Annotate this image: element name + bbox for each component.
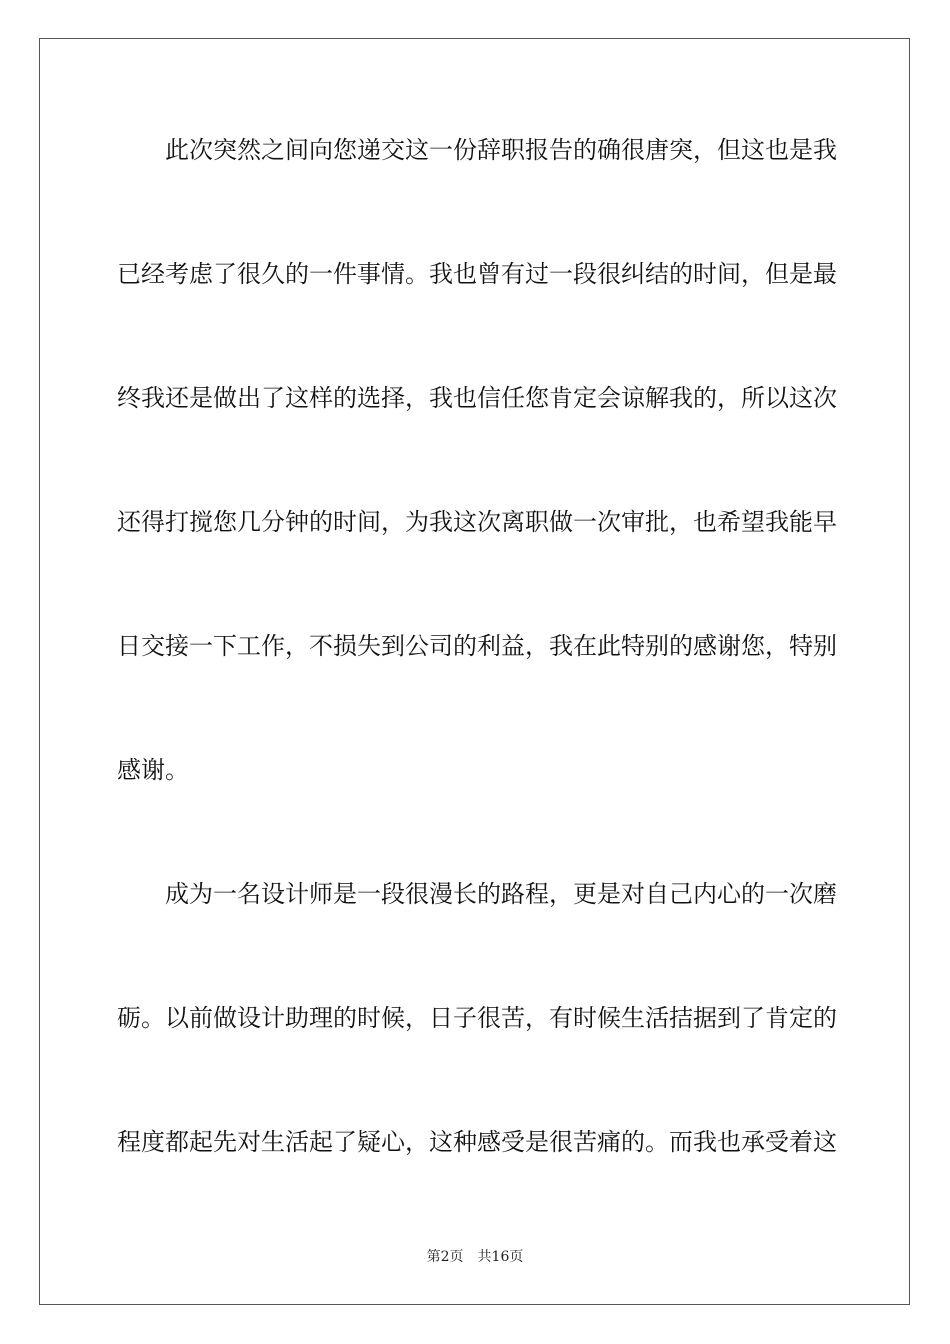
paragraph-line-1: 此次突然之间向您递交这一份辞职报告的确很唐突，但这也是我: [165, 136, 837, 164]
paragraph-line-6: 感谢。: [117, 756, 189, 784]
paragraph-line-2: 已经考虑了很久的一件事情。我也曾有过一段很纠结的时间，但是最: [117, 260, 837, 288]
page-footer: [0, 1248, 950, 1266]
paragraph-line-8: 砺。以前做设计助理的时候，日子很苦，有时候生活拮据到了肯定的: [117, 1004, 837, 1032]
paragraph-line-7: 成为一名设计师是一段很漫长的路程，更是对自己内心的一次磨: [165, 880, 837, 908]
paragraph-line-5: 日交接一下工作，不损失到公司的利益，我在此特别的感谢您，特别: [117, 632, 837, 660]
paragraph-line-3: 终我还是做出了这样的选择，我也信任您肯定会谅解我的，所以这次: [117, 384, 837, 412]
page-border: [39, 38, 910, 1305]
paragraph-line-4: 还得打搅您几分钟的时间，为我这次离职做一次审批，也希望我能早: [117, 508, 837, 536]
page-total: 共16页: [477, 1249, 524, 1265]
page-number: 第2页: [426, 1249, 464, 1265]
paragraph-line-9: 程度都起先对生活起了疑心，这种感受是很苦痛的。而我也承受着这: [117, 1128, 837, 1156]
